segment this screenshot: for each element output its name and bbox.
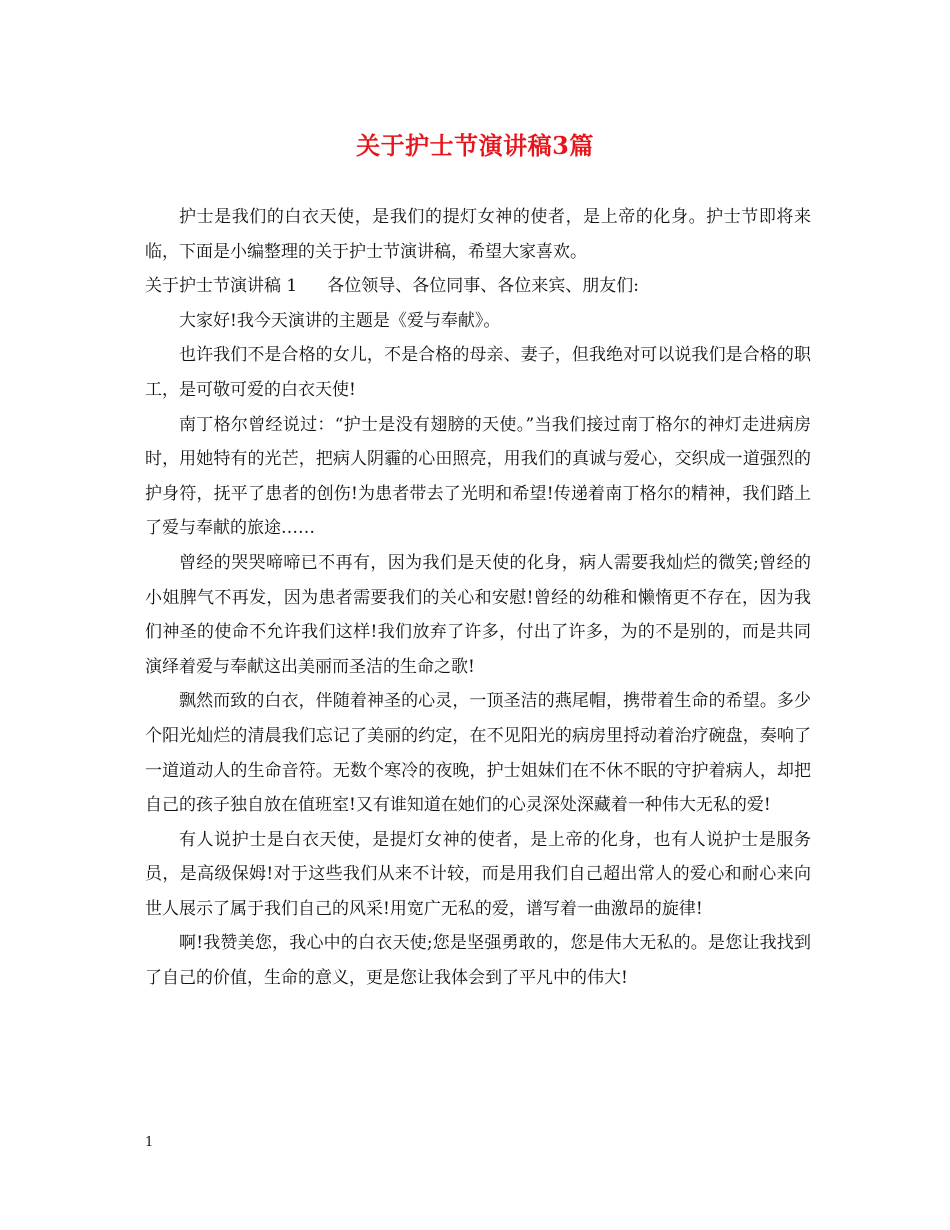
body-paragraph: 南丁格尔曾经说过：“护士是没有翅膀的天使。”当我们接过南丁格尔的神灯走进病房时，用她特有的光芒，把病人阴霾的心田照亮，用我们的真诚与爱心，交织成一道强烈的护身符，抚平了患者的创伤!为患者带去了光明和希望!传递着南丁格尔的精神，我们踏上了爱与奉献的旅途…… [145, 414, 811, 539]
document-body [145, 200, 811, 996]
greeting: 各位领导、各位同事、各位来宾、朋友们: [327, 276, 639, 297]
page-number: 1 [145, 1135, 154, 1150]
body-paragraph: 也许我们不是合格的女儿，不是合格的母亲、妻子，但我绝对可以说我们是合格的职工，是可敬可爱的白衣天使! [145, 345, 811, 400]
page-title: 关于护士节演讲稿3篇 [356, 131, 594, 160]
body-paragraph: 大家好!我今天演讲的主题是《爱与奉献》。 [179, 310, 501, 331]
body-paragraph: 飘然而致的白衣，伴随着神圣的心灵，一顶圣洁的燕尾帽，携带着生命的希望。多少个阳光灿烂的清晨我们忘记了美丽的约定，在不见阳光的病房里捋动着治疗碗盘，奏响了一道道动人的生命音符。无数个寒冷的夜晚，护士姐妹们在不休不眠的守护着病人，却把自己的孩子独自放在值班室!又有谁知道在她们的心灵深处深藏着一种伟大无私的爱! [145, 691, 811, 816]
speech-heading-line [145, 269, 811, 304]
body-paragraph: 有人说护士是白衣天使，是提灯女神的使者，是上帝的化身，也有人说护士是服务员，是高级保姆!对于这些我们从来不计较，而是用我们自己超出常人的爱心和耐心来向世人展示了属于我们自己的风采!用宽广无私的爱，谱写着一曲激昂的旋律! [145, 829, 811, 919]
intro-paragraph: 护士是我们的白衣天使，是我们的提灯女神的使者，是上帝的化身。护士节即将来临，下面是小编整理的关于护士节演讲稿，希望大家喜欢。 [145, 207, 811, 262]
body-paragraph: 啊!我赞美您，我心中的白衣天使;您是坚强勇敢的，您是伟大无私的。是您让我找到了自己的价值，生命的意义，更是您让我体会到了平凡中的伟大! [145, 933, 811, 989]
speech-heading: 关于护士节演讲稿 1 [145, 276, 298, 297]
body-paragraph: 曾经的哭哭啼啼已不再有，因为我们是天使的化身，病人需要我灿烂的微笑;曾经的小姐脾气不再发，因为患者需要我们的关心和安慰!曾经的幼稚和懒惰更不存在，因为我们神圣的使命不允许我们这样!我们放弃了许多，付出了许多，为的不是别的，而是共同演绎着爱与奉献这出美丽而圣洁的生命之歌! [145, 552, 811, 677]
